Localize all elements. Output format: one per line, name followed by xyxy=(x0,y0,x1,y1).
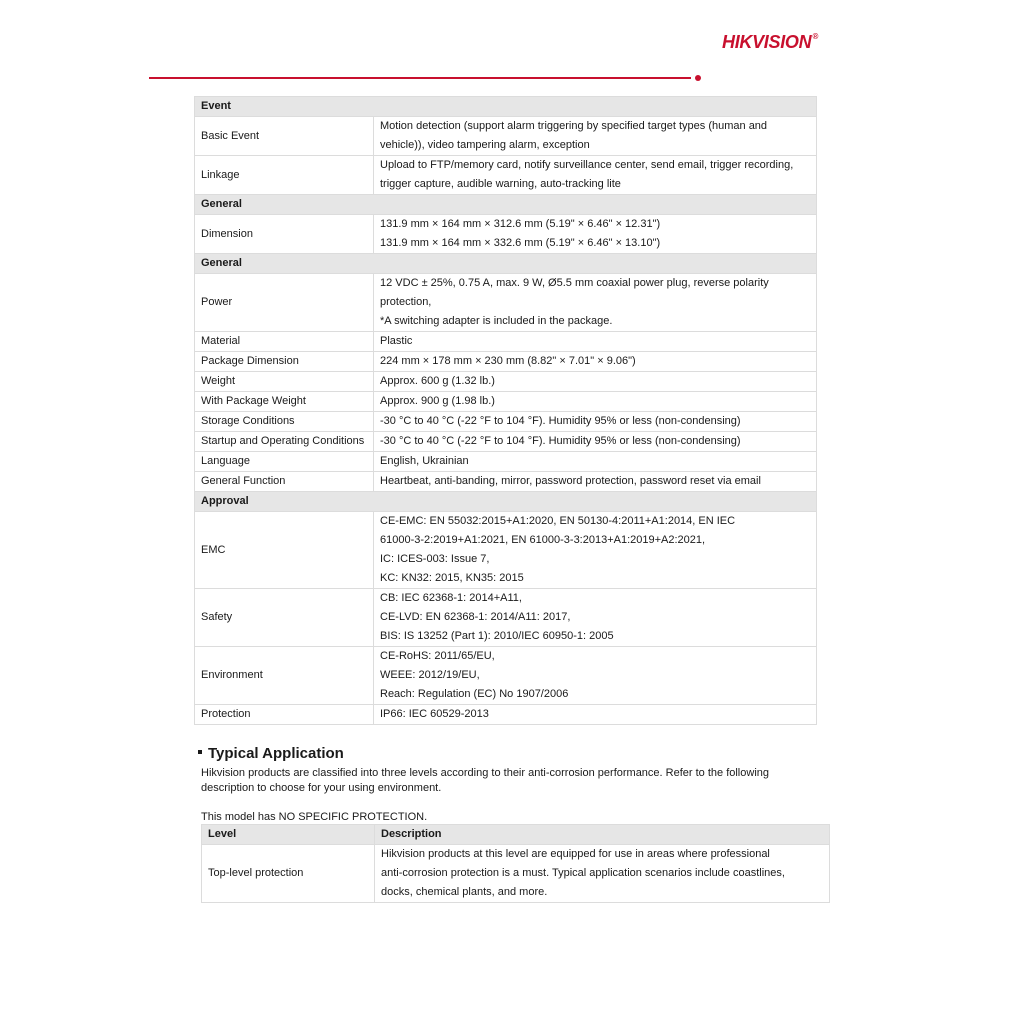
level-table-header xyxy=(202,825,830,845)
spec-value-line: Heartbeat, anti-banding, mirror, password protection, password reset via email xyxy=(380,475,761,487)
spec-row xyxy=(195,274,817,332)
spec-value-line: IP66: IEC 60529-2013 xyxy=(380,708,489,720)
spec-value xyxy=(374,117,817,156)
spec-row xyxy=(195,117,817,156)
spec-value-line: Upload to FTP/memory card, notify surveillance center, send email, trigger recording, xyxy=(380,159,794,171)
spec-row xyxy=(195,432,817,452)
spec-value xyxy=(374,156,817,195)
spec-value-line: protection, xyxy=(380,296,432,308)
specification-table-body xyxy=(195,97,817,725)
spec-key: Dimension xyxy=(195,215,374,254)
spec-value xyxy=(374,372,817,392)
spec-value-line: *A switching adapter is included in the package. xyxy=(380,315,613,327)
protection-level-table xyxy=(201,824,830,903)
header-divider xyxy=(149,77,691,79)
spec-key: Linkage xyxy=(195,156,374,195)
model-protection-note: This model has NO SPECIFIC PROTECTION. xyxy=(201,811,428,823)
spec-value-line: Motion detection (support alarm triggering by specified target types (human and xyxy=(380,120,768,132)
spec-value xyxy=(374,472,817,492)
spec-value-line: -30 °C to 40 °C (-22 °F to 104 °F). Humidity 95% or less (non-condensing) xyxy=(380,415,741,427)
spec-value xyxy=(374,452,817,472)
spec-key: Environment xyxy=(195,647,374,705)
spec-value-line: 61000-3-2:2019+A1:2021, EN 61000-3-3:2013+A1:2019+A2:2021, xyxy=(380,534,706,546)
spec-value xyxy=(374,705,817,725)
spec-row xyxy=(195,589,817,647)
spec-key: With Package Weight xyxy=(195,392,374,412)
spec-key: Language xyxy=(195,452,374,472)
specification-table xyxy=(194,96,817,725)
spec-value-line: 224 mm × 178 mm × 230 mm (8.82" × 7.01" × 9.06") xyxy=(380,355,636,367)
level-name: Top-level protection xyxy=(202,845,375,903)
spec-row xyxy=(195,215,817,254)
section-title: Event xyxy=(195,97,817,117)
section-title: General xyxy=(195,254,817,274)
level-description-line: docks, chemical plants, and more. xyxy=(381,886,548,898)
header-divider-dot xyxy=(695,75,701,81)
spec-row xyxy=(195,647,817,705)
spec-value-line: 131.9 mm × 164 mm × 312.6 mm (5.19" × 6.46" × 12.31") xyxy=(380,218,661,230)
spec-value-line: CE-LVD: EN 62368-1: 2014/A11: 2017, xyxy=(380,611,571,623)
spec-value-line: Approx. 900 g (1.98 lb.) xyxy=(380,395,495,407)
spec-value xyxy=(374,512,817,589)
spec-row xyxy=(195,352,817,372)
spec-key: Package Dimension xyxy=(195,352,374,372)
spec-key: Protection xyxy=(195,705,374,725)
level-description xyxy=(375,845,830,903)
spec-value xyxy=(374,215,817,254)
protection-level-table-body xyxy=(202,845,830,903)
typical-application-title: Typical Application xyxy=(208,745,344,762)
spec-value-line: BIS: IS 13252 (Part 1): 2010/IEC 60950-1: 2005 xyxy=(380,630,614,642)
spec-value-line: CE-EMC: EN 55032:2015+A1:2020, EN 50130-4:2011+A1:2014, EN IEC xyxy=(380,515,736,527)
section-header-row xyxy=(195,195,817,215)
section-header-row xyxy=(195,254,817,274)
spec-value-line: Plastic xyxy=(380,335,413,347)
spec-value xyxy=(374,274,817,332)
spec-value xyxy=(374,412,817,432)
spec-value xyxy=(374,647,817,705)
hikvision-logo xyxy=(722,32,818,53)
section-title: Approval xyxy=(195,492,817,512)
typical-application-intro: Hikvision products are classified into three levels according to their anti-corrosion performance. Refer to the following description to choose for your using environment. xyxy=(201,767,769,794)
logo-text: HIKVISION xyxy=(722,32,812,52)
section-header-row xyxy=(195,492,817,512)
spec-value-line: CB: IEC 62368-1: 2014+A11, xyxy=(380,592,522,604)
spec-value-line: trigger capture, audible warning, auto-tracking lite xyxy=(380,178,621,190)
spec-key: Material xyxy=(195,332,374,352)
spec-row xyxy=(195,512,817,589)
spec-row xyxy=(195,412,817,432)
spec-row xyxy=(195,705,817,725)
spec-value xyxy=(374,332,817,352)
level-header: Level xyxy=(202,825,375,845)
level-description-line: anti-corrosion protection is a must. Typical application scenarios include coastlines, xyxy=(381,867,785,879)
spec-value-line: -30 °C to 40 °C (-22 °F to 104 °F). Humidity 95% or less (non-condensing) xyxy=(380,435,741,447)
spec-key: EMC xyxy=(195,512,374,589)
heading-bullet xyxy=(198,750,202,754)
section-header-row xyxy=(195,97,817,117)
spec-value xyxy=(374,432,817,452)
spec-value xyxy=(374,352,817,372)
spec-value xyxy=(374,589,817,647)
spec-key: Safety xyxy=(195,589,374,647)
typical-application-heading xyxy=(198,745,344,762)
spec-key: Startup and Operating Conditions xyxy=(195,432,374,452)
spec-value-line: vehicle)), video tampering alarm, exception xyxy=(380,139,590,151)
spec-value xyxy=(374,392,817,412)
spec-value-line: 12 VDC ± 25%, 0.75 A, max. 9 W, Ø5.5 mm coaxial power plug, reverse polarity xyxy=(380,277,769,289)
spec-value-line: Approx. 600 g (1.32 lb.) xyxy=(380,375,495,387)
spec-row xyxy=(195,332,817,352)
spec-key: Basic Event xyxy=(195,117,374,156)
spec-value-line: Reach: Regulation (EC) No 1907/2006 xyxy=(380,688,569,700)
spec-row xyxy=(195,472,817,492)
spec-value-line: IC: ICES-003: Issue 7, xyxy=(380,553,490,565)
spec-key: Power xyxy=(195,274,374,332)
spec-value-line: WEEE: 2012/19/EU, xyxy=(380,669,480,681)
spec-key: Storage Conditions xyxy=(195,412,374,432)
spec-key: Weight xyxy=(195,372,374,392)
spec-value-line: English, Ukrainian xyxy=(380,455,469,467)
spec-row xyxy=(195,372,817,392)
spec-value-line: KC: KN32: 2015, KN35: 2015 xyxy=(380,572,524,584)
spec-key: General Function xyxy=(195,472,374,492)
spec-row xyxy=(195,452,817,472)
logo-registered-mark: ® xyxy=(812,32,818,41)
spec-row xyxy=(195,392,817,412)
description-header: Description xyxy=(375,825,830,845)
spec-value-line: 131.9 mm × 164 mm × 332.6 mm (5.19" × 6.46" × 13.10") xyxy=(380,237,661,249)
level-row xyxy=(202,845,830,903)
spec-row xyxy=(195,156,817,195)
level-description-line: Hikvision products at this level are equipped for use in areas where professional xyxy=(381,848,770,860)
section-title: General xyxy=(195,195,817,215)
spec-value-line: CE-RoHS: 2011/65/EU, xyxy=(380,650,495,662)
